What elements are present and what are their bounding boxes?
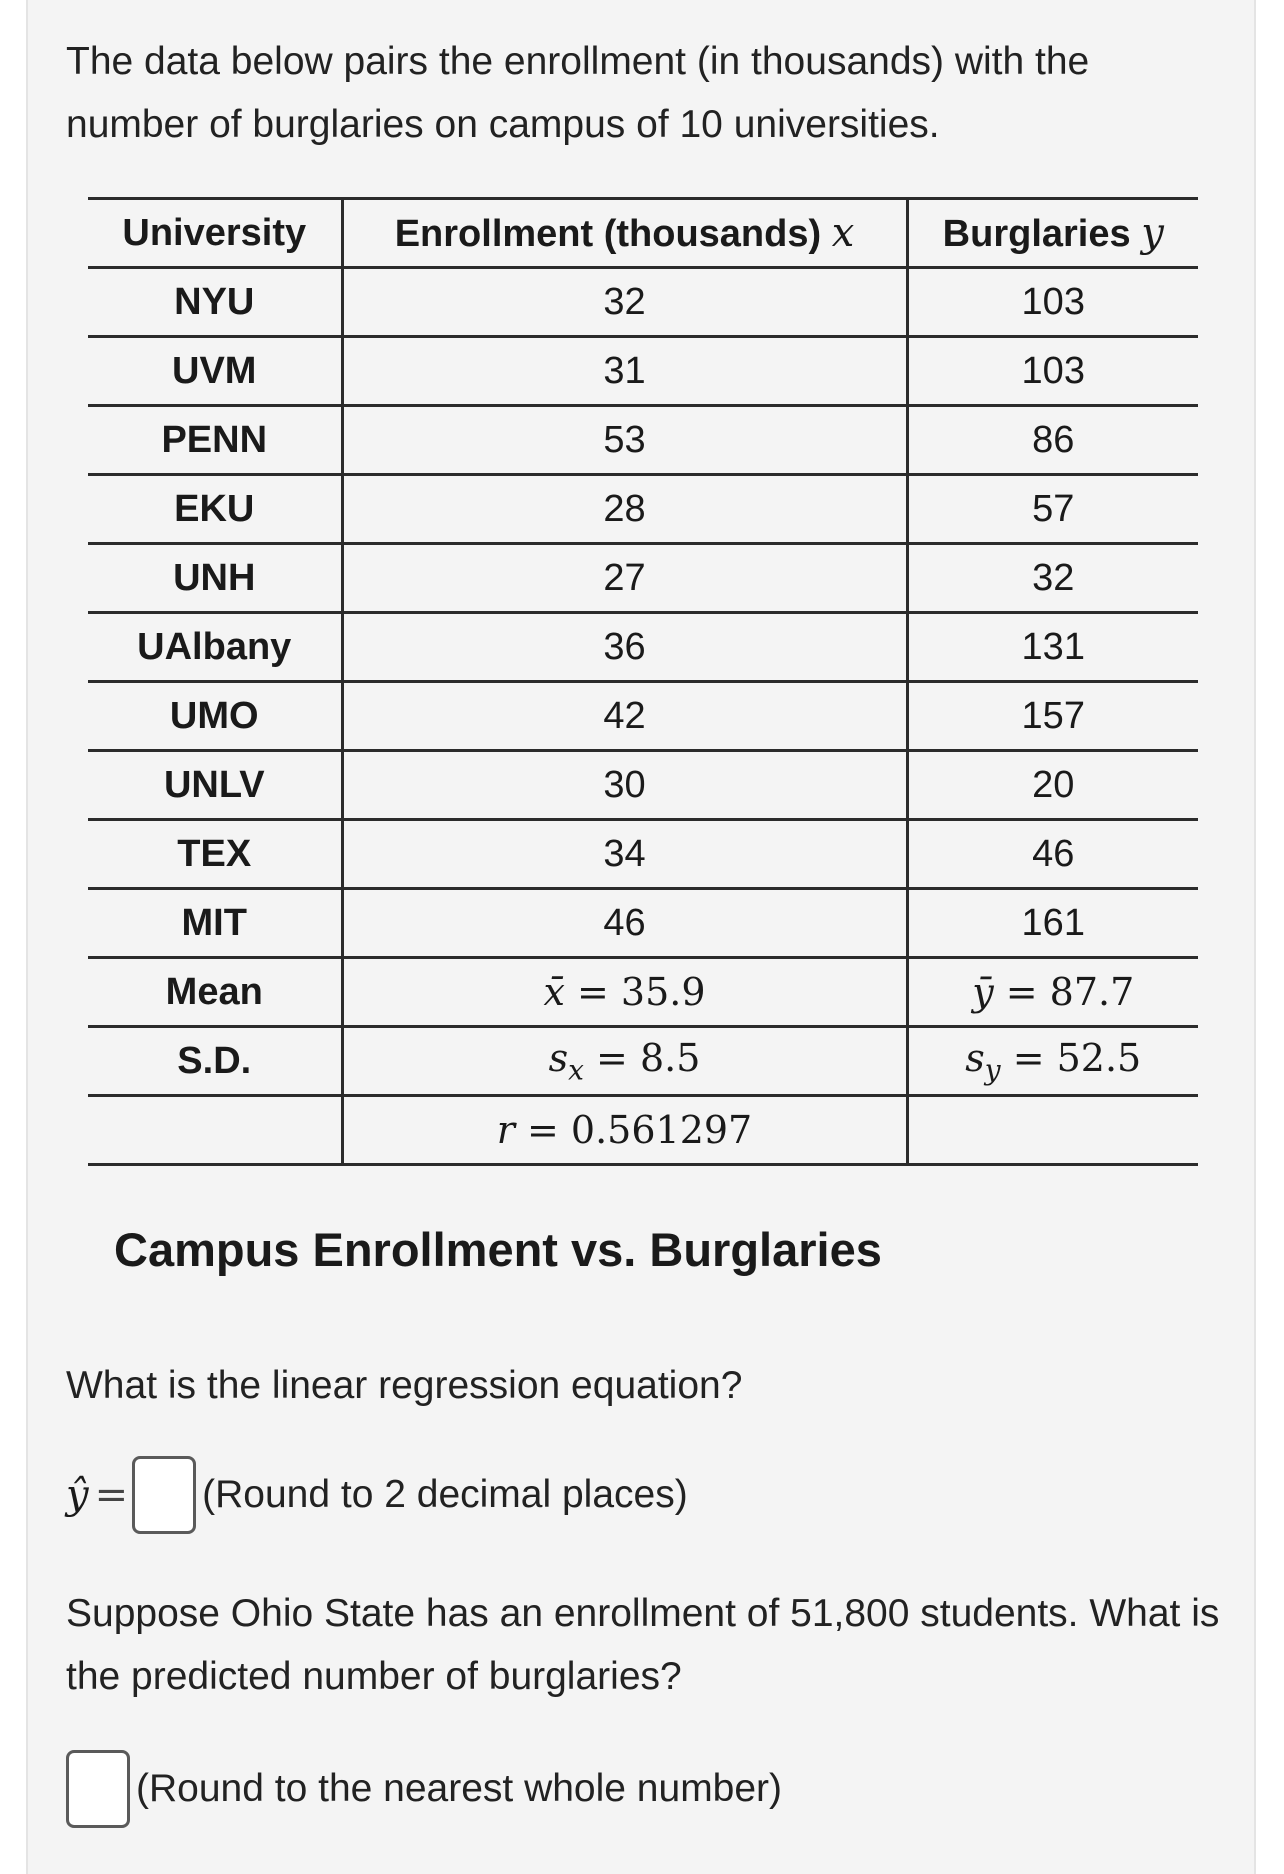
mean-y: ȳ = 87.7 <box>907 958 1198 1027</box>
university-cell: UVM <box>88 337 342 406</box>
sd-y: $s_y = 52.5$ <box>907 1027 1198 1096</box>
sd-y-value: 52.5 <box>1056 1035 1142 1080</box>
burglaries-cell: 103 <box>907 268 1198 337</box>
mean-y-symbol: ȳ <box>972 970 994 1014</box>
table-row <box>88 475 1198 544</box>
enrollment-cell: 46 <box>342 889 907 958</box>
mean-y-value: 87.7 <box>1049 970 1135 1014</box>
header-university: University <box>88 199 342 268</box>
table-row <box>88 337 1198 406</box>
r-cell: r = 0.561297 <box>342 1096 907 1165</box>
question-card <box>26 0 1256 1874</box>
burglaries-cell: 86 <box>907 406 1198 475</box>
mean-label: Mean <box>88 958 342 1027</box>
chart-title: Campus Enrollment vs. Burglaries <box>114 1223 882 1276</box>
mean-x-symbol: x̄ <box>543 970 565 1014</box>
equals-sign: = <box>94 1472 129 1518</box>
burglaries-cell: 103 <box>907 337 1198 406</box>
enrollment-cell: 30 <box>342 751 907 820</box>
sd-row <box>88 1027 1198 1096</box>
table-row <box>88 544 1198 613</box>
intro-text: The data below pairs the enrollment (in thousands) with the number of burglaries on campus of 10 universities. <box>66 40 1090 146</box>
r-row <box>88 1096 1198 1165</box>
table-body <box>88 268 1198 958</box>
university-cell: UAlbany <box>88 613 342 682</box>
prediction-answer-row <box>66 1750 782 1828</box>
sd-x-value: 8.5 <box>639 1035 701 1080</box>
burglaries-cell: 131 <box>907 613 1198 682</box>
burglaries-cell: 32 <box>907 544 1198 613</box>
enrollment-cell: 32 <box>342 268 907 337</box>
header-enrollment <box>342 199 907 268</box>
r-empty-cell <box>907 1096 1198 1165</box>
enrollment-cell: 36 <box>342 613 907 682</box>
table-row <box>88 751 1198 820</box>
burglaries-cell: 57 <box>907 475 1198 544</box>
university-cell: NYU <box>88 268 342 337</box>
sd-label: S.D. <box>88 1027 342 1096</box>
header-burglaries-var: y <box>1141 210 1164 256</box>
table-row <box>88 613 1198 682</box>
regression-hint: (Round to 2 decimal places) <box>202 1473 688 1516</box>
burglaries-cell: 161 <box>907 889 1198 958</box>
university-cell: PENN <box>88 406 342 475</box>
sd-x: $s_x = 8.5$ <box>342 1027 907 1096</box>
enrollment-cell: 31 <box>342 337 907 406</box>
r-value: 0.561297 <box>570 1108 753 1152</box>
burglaries-cell: 157 <box>907 682 1198 751</box>
sd-x-symbol: s <box>548 1035 569 1080</box>
sd-y-symbol: s <box>965 1035 985 1080</box>
header-enrollment-var: x <box>831 210 855 256</box>
enrollment-cell: 53 <box>342 406 907 475</box>
header-burglaries-label: Burglaries <box>942 213 1131 255</box>
predicted-burglaries-input[interactable] <box>66 1750 130 1828</box>
table-row <box>88 889 1198 958</box>
table-row <box>88 682 1198 751</box>
enrollment-cell: 28 <box>342 475 907 544</box>
enrollment-cell: 42 <box>342 682 907 751</box>
university-cell: UNH <box>88 544 342 613</box>
regression-answer-row <box>66 1456 688 1534</box>
university-cell: EKU <box>88 475 342 544</box>
enrollment-cell: 27 <box>342 544 907 613</box>
regression-equation-input[interactable] <box>132 1456 196 1534</box>
mean-x-value: 35.9 <box>620 970 706 1014</box>
data-table <box>88 197 1198 1166</box>
university-cell: TEX <box>88 820 342 889</box>
mean-row <box>88 958 1198 1027</box>
sd-y-sub: y <box>984 1053 1001 1087</box>
enrollment-cell: 34 <box>342 820 907 889</box>
burglaries-cell: 20 <box>907 751 1198 820</box>
sd-x-sub: x <box>568 1053 584 1087</box>
table-header-row <box>88 199 1198 268</box>
header-enrollment-label: Enrollment (thousands) <box>394 213 822 255</box>
university-cell: UMO <box>88 682 342 751</box>
mean-x: x̄ = 35.9 <box>342 958 907 1027</box>
question-prediction: Suppose Ohio State has an enrollment of 51,800 students. What is the predicted number of burglaries? <box>66 1592 1220 1698</box>
burglaries-cell: 46 <box>907 820 1198 889</box>
table-row <box>88 406 1198 475</box>
university-cell: UNLV <box>88 751 342 820</box>
r-label <box>88 1096 342 1165</box>
prediction-hint: (Round to the nearest whole number) <box>136 1767 783 1810</box>
table-row <box>88 268 1198 337</box>
question-regression: What is the linear regression equation? <box>66 1364 743 1407</box>
yhat-symbol: ŷ <box>66 1472 89 1518</box>
university-cell: MIT <box>88 889 342 958</box>
header-burglaries <box>907 199 1198 268</box>
r-symbol: r <box>496 1108 515 1152</box>
table-row <box>88 820 1198 889</box>
